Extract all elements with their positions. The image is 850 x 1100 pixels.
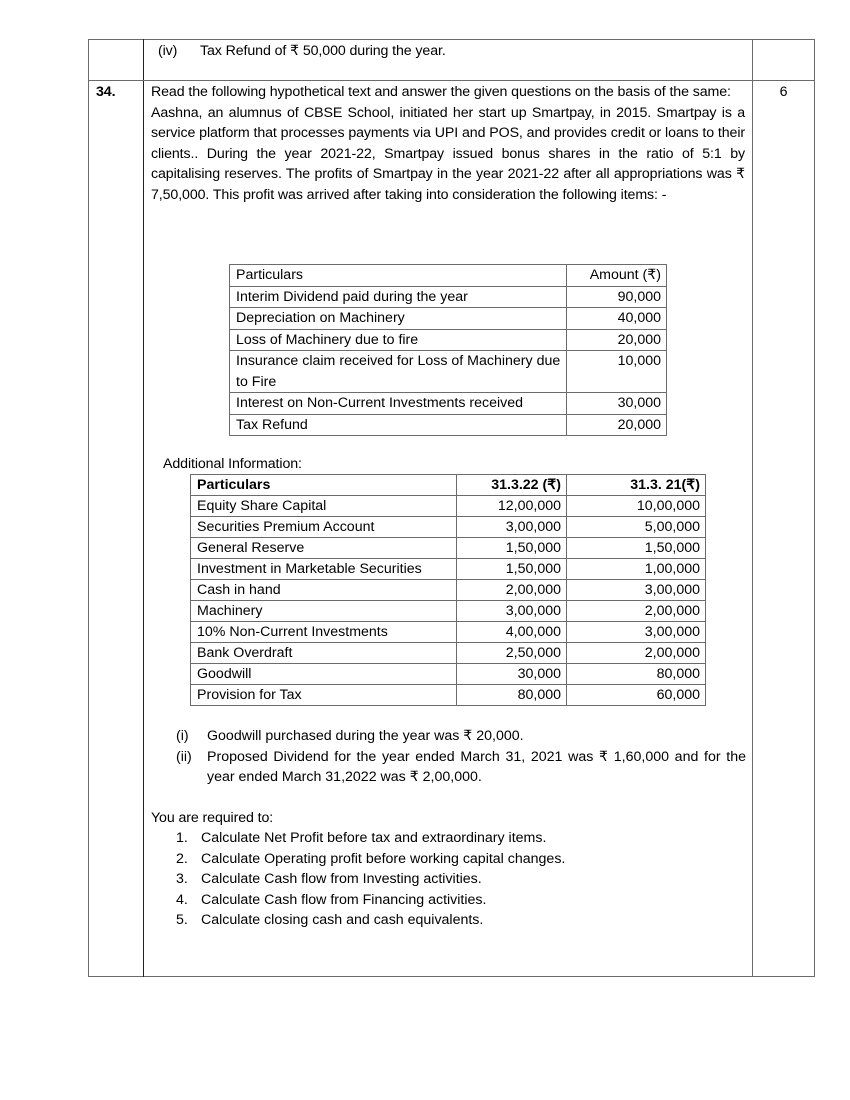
table-row <box>191 664 706 685</box>
table-header-row <box>191 475 706 496</box>
table-row <box>191 622 706 643</box>
row-value-2022: 1,50,000 <box>457 538 567 559</box>
row-particular: Equity Share Capital <box>191 496 457 517</box>
table-row <box>191 496 706 517</box>
column-divider-marks <box>752 39 753 977</box>
row-particular: Insurance claim received for Loss of Machinery due to Fire <box>230 351 567 393</box>
task-item <box>176 828 565 849</box>
table-row <box>230 329 667 351</box>
header-2022: 31.3.22 (₹) <box>457 475 567 496</box>
row-amount: 20,000 <box>567 329 667 351</box>
row-amount: 20,000 <box>567 414 667 436</box>
row-value-2022: 3,00,000 <box>457 517 567 538</box>
row-amount: 30,000 <box>567 393 667 415</box>
row-amount: 10,000 <box>567 351 667 393</box>
row-value-2021: 3,00,000 <box>567 622 706 643</box>
task-item <box>176 910 565 931</box>
row-particular: Depreciation on Machinery <box>230 308 567 330</box>
row-particular: Securities Premium Account <box>191 517 457 538</box>
table-row <box>191 559 706 580</box>
task-item <box>176 869 565 890</box>
table-row <box>191 643 706 664</box>
task-text: Calculate Net Profit before tax and extraordinary items. <box>201 830 547 846</box>
row-particular: Machinery <box>191 601 457 622</box>
row-value-2021: 2,00,000 <box>567 601 706 622</box>
table-row <box>191 685 706 706</box>
row-particular: Loss of Machinery due to fire <box>230 329 567 351</box>
row-value-2022: 4,00,000 <box>457 622 567 643</box>
task-label: 1. <box>176 830 188 846</box>
task-item <box>176 890 565 911</box>
task-text: Calculate closing cash and cash equivalents. <box>201 912 484 928</box>
row-value-2022: 2,00,000 <box>457 580 567 601</box>
note-item <box>176 726 746 747</box>
task-text: Calculate Operating profit before working capital changes. <box>201 850 566 867</box>
header-amount: Amount (₹) <box>567 265 667 287</box>
previous-item-label: (iv) <box>158 43 178 59</box>
table-row <box>191 538 706 559</box>
notes-list <box>176 726 746 788</box>
task-text: Calculate Cash flow from Financing activities. <box>201 891 487 908</box>
row-amount: 40,000 <box>567 308 667 330</box>
row-particular: Provision for Tax <box>191 685 457 706</box>
note-text: Goodwill purchased during the year was ₹ 20,000. <box>207 728 524 744</box>
task-item <box>176 849 565 870</box>
additional-info-label: Additional Information: <box>163 456 302 472</box>
tasks-list <box>176 828 565 931</box>
table-row <box>191 517 706 538</box>
row-divider <box>88 80 815 81</box>
row-value-2022: 80,000 <box>457 685 567 706</box>
table-row <box>230 414 667 436</box>
balances-table <box>190 474 706 706</box>
row-value-2021: 5,00,000 <box>567 517 706 538</box>
row-particular: Tax Refund <box>230 414 567 436</box>
row-amount: 90,000 <box>567 286 667 308</box>
row-value-2022: 1,50,000 <box>457 559 567 580</box>
required-label: You are required to: <box>151 810 274 826</box>
task-label: 3. <box>176 871 188 887</box>
row-particular: Goodwill <box>191 664 457 685</box>
table-header-row <box>230 265 667 287</box>
header-2021: 31.3. 21(₹) <box>567 475 706 496</box>
table-row <box>191 580 706 601</box>
question-number: 34. <box>96 84 116 100</box>
previous-question-item <box>158 41 446 62</box>
note-label: (ii) <box>176 748 192 765</box>
items-table <box>229 264 667 436</box>
note-item <box>176 747 746 788</box>
task-text: Calculate Cash flow from Investing activities. <box>201 871 482 887</box>
question-text <box>151 82 745 205</box>
row-value-2021: 2,00,000 <box>567 643 706 664</box>
question-marks: 6 <box>779 84 788 100</box>
task-label: 2. <box>176 850 188 867</box>
table-row <box>230 286 667 308</box>
note-label: (i) <box>176 728 189 744</box>
row-particular: Cash in hand <box>191 580 457 601</box>
row-value-2021: 60,000 <box>567 685 706 706</box>
row-value-2021: 1,00,000 <box>567 559 706 580</box>
question-passage: Aashna, an alumnus of CBSE School, initiated her start up Smartpay, in 2015. Smartpay is a service platform that processes payments via UPI and POS, and provides credit or loans to their clients.. During the year 2021-22, Smartpay issued bonus shares in the ratio of 5:1 by capitalising reserves. The profits of Smartpay in the year 2021-22 after all appropriations was ₹ 7,50,000. This profit was arrived after taking into consideration the following items: - <box>151 104 745 203</box>
task-label: 5. <box>176 912 188 928</box>
row-particular: Bank Overdraft <box>191 643 457 664</box>
table-row <box>230 393 667 415</box>
table-row <box>191 601 706 622</box>
table-row <box>230 308 667 330</box>
row-value-2021: 80,000 <box>567 664 706 685</box>
row-value-2021: 1,50,000 <box>567 538 706 559</box>
task-label: 4. <box>176 891 188 908</box>
table-row <box>230 351 667 393</box>
note-text: Proposed Dividend for the year ended March 31, 2021 was ₹ 1,60,000 and for the year ended March 31,2022 was ₹ 2,00,000. <box>207 748 746 785</box>
row-value-2021: 10,00,000 <box>567 496 706 517</box>
row-particular: General Reserve <box>191 538 457 559</box>
row-value-2021: 3,00,000 <box>567 580 706 601</box>
row-value-2022: 2,50,000 <box>457 643 567 664</box>
row-value-2022: 12,00,000 <box>457 496 567 517</box>
column-divider-number <box>143 39 144 977</box>
previous-item-text: Tax Refund of ₹ 50,000 during the year. <box>200 43 446 59</box>
question-intro: Read the following hypothetical text and answer the given questions on the basis of the same: <box>151 84 731 100</box>
row-value-2022: 30,000 <box>457 664 567 685</box>
row-particular: Interim Dividend paid during the year <box>230 286 567 308</box>
row-value-2022: 3,00,000 <box>457 601 567 622</box>
header-particulars: Particulars <box>230 265 567 287</box>
row-particular: 10% Non-Current Investments <box>191 622 457 643</box>
row-particular: Interest on Non-Current Investments received <box>230 393 567 415</box>
row-particular: Investment in Marketable Securities <box>191 559 457 580</box>
header-particulars: Particulars <box>191 475 457 496</box>
